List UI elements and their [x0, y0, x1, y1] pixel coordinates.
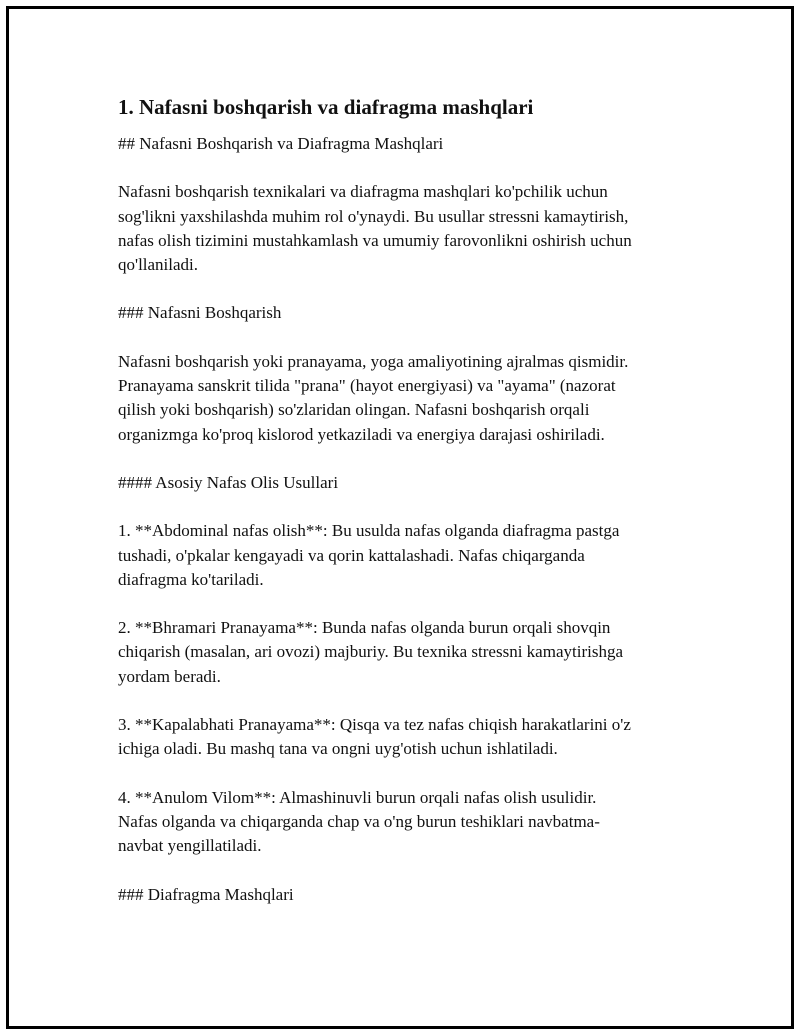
list-item-bhramari: 2. **Bhramari Pranayama**: Bunda nafas olganda burun orqali shovqin chiqarish (masalan, ari ovozi) majburiy. Bu texnika stressni kamaytirishga yordam beradi. [118, 618, 623, 686]
section-heading-diaphragm: ### Diafragma Mashqlari [118, 884, 294, 904]
pranayama-paragraph: Nafasni boshqarish yoki pranayama, yoga amaliyotining ajralmas qismidir. Pranayama sanskrit tilida "prana" (hayot energiyasi) va "ayama" (nazorat qilish yoki boshqarish) so'zlaridan olingan. Nafasni boshqarish orqali organizmga ko'proq kislorod yetkaziladi va energiya darajasi oshiriladi. [118, 351, 629, 444]
document-body [118, 94, 678, 931]
document-title: 1. Nafasni boshqarish va diafragma mashqlari [118, 95, 534, 119]
section-heading-basic-methods: #### Asosiy Nafas Olis Usullari [118, 472, 339, 492]
section-heading-breath-control: ### Nafasni Boshqarish [118, 303, 282, 323]
intro-paragraph: Nafasni boshqarish texnikalari va diafragma mashqlari ko'pchilik uchun sog'likni yaxshilashda muhim rol o'ynaydi. Bu usullar stressni kamaytirish, nafas olish tizimini mustahkamlash va umumiy farovonlikni oshirish uchun qo'llaniladi. [118, 182, 632, 275]
list-item-kapalabhati: 3. **Kapalabhati Pranayama**: Qisqa va tez nafas chiqish harakatlarini o'z ichiga oladi. Bu mashq tana va ongni uyg'otish uchun ishlatiladi. [118, 715, 631, 759]
list-item-anulom-vilom: 4. **Anulom Vilom**: Almashinuvli burun orqali nafas olish usulidir. Nafas olganda va chiqarganda chap va o'ng burun teshiklari navbatma- navbat yengillatiladi. [118, 787, 600, 856]
list-item-abdominal: 1. **Abdominal nafas olish**: Bu usulda nafas olganda diafragma pastga tushadi, o'pkalar kengayadi va qorin kattalashadi. Nafas chiqarganda diafragma ko'tariladi. [118, 521, 620, 589]
section-heading-main: ## Nafasni Boshqarish va Diafragma Mashqlari [118, 134, 444, 153]
